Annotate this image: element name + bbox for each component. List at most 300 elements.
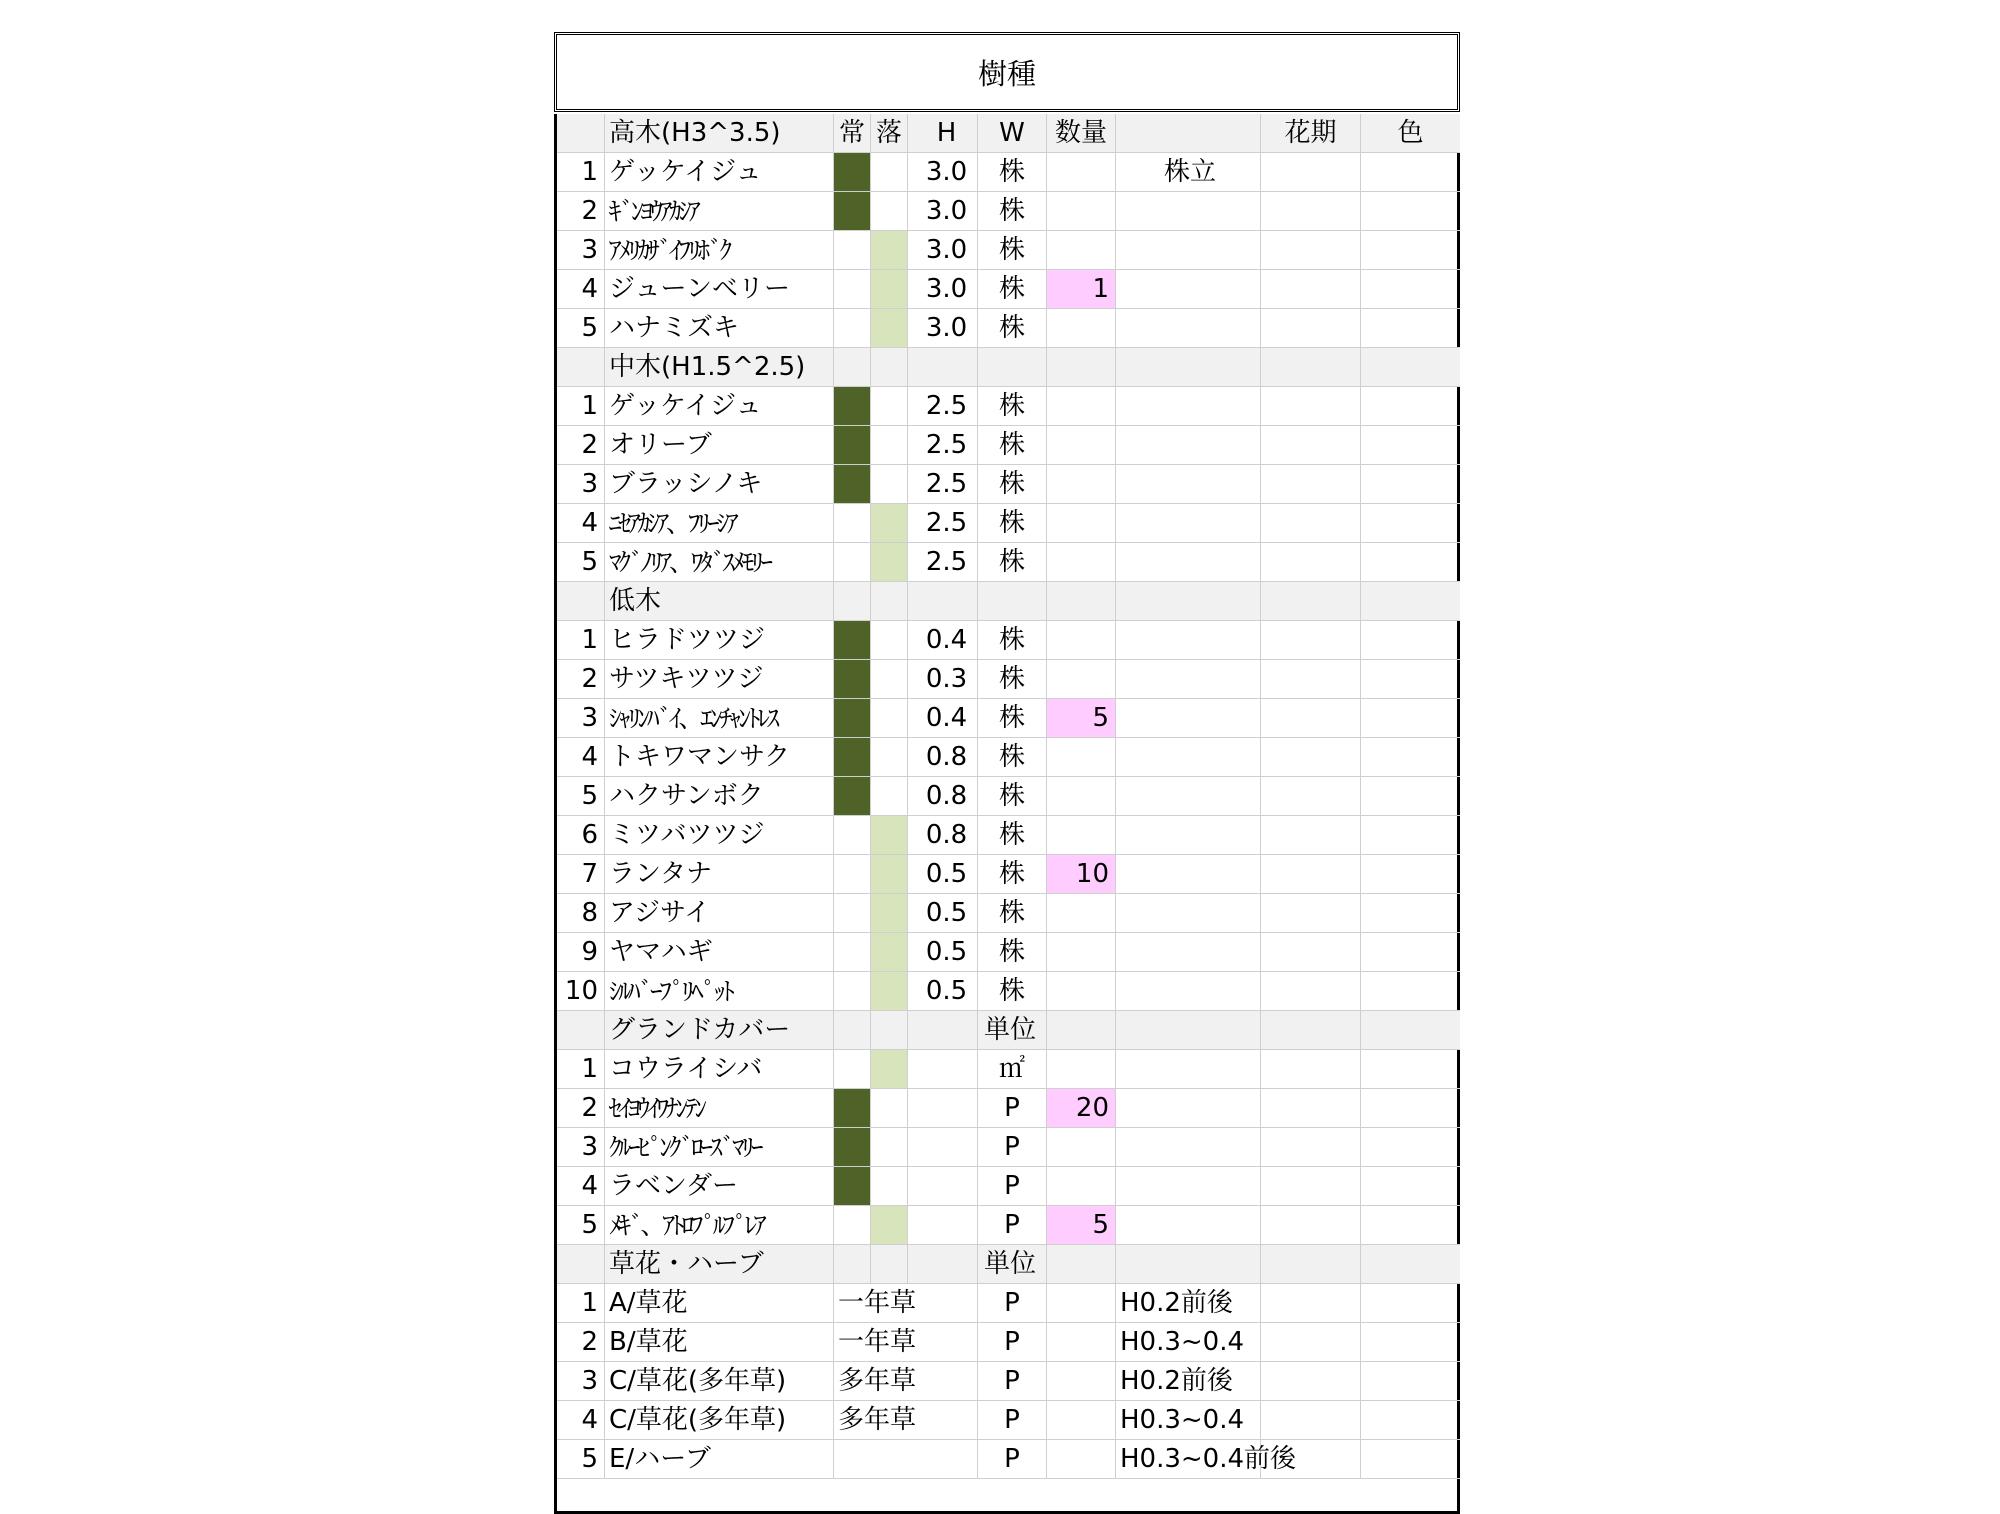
note-cell <box>1116 1206 1261 1245</box>
table-row <box>557 777 1463 816</box>
table-row <box>557 387 1463 426</box>
table-row <box>557 816 1463 855</box>
unit-cell: P <box>978 1089 1047 1128</box>
plant-name: ｸﾙｰﾋﾟﾝｸﾞﾛｰｽﾞﾏﾘｰ <box>605 1128 834 1167</box>
plant-kind: 多年草 <box>834 1362 978 1401</box>
table-row <box>557 1089 1463 1128</box>
evergreen-cell <box>834 660 871 699</box>
deciduous-cell <box>871 621 908 660</box>
plant-name: コウライシバ <box>605 1050 834 1089</box>
evergreen-cell <box>834 426 871 465</box>
deciduous-cell <box>871 660 908 699</box>
plant-name: オリーブ <box>605 426 834 465</box>
quantity-cell <box>1047 426 1116 465</box>
section-row <box>557 582 1463 621</box>
header-category: 高木(H3^3.5) <box>605 114 834 153</box>
table-row <box>557 1323 1463 1362</box>
unit-cell: 株 <box>978 465 1047 504</box>
plant-name: ｾｲﾖｳｲﾜﾅﾝﾃﾝ <box>605 1089 834 1128</box>
table-row <box>557 1440 1463 1479</box>
color-cell <box>1361 1089 1460 1128</box>
row-number <box>557 1011 605 1050</box>
deciduous-cell <box>871 543 908 582</box>
bloom-cell <box>1261 1362 1361 1401</box>
row-number: 1 <box>557 621 605 660</box>
evergreen-cell <box>834 465 871 504</box>
color-cell <box>1361 309 1460 348</box>
plant-name: B/草花 <box>605 1323 834 1362</box>
note-cell <box>1116 504 1261 543</box>
note-cell <box>1116 1128 1261 1167</box>
quantity-cell <box>1047 816 1116 855</box>
bloom-cell <box>1261 543 1361 582</box>
plant-name: E/ハーブ <box>605 1440 834 1479</box>
note-cell <box>1116 621 1261 660</box>
bloom-cell <box>1261 1284 1361 1323</box>
unit-cell: 株 <box>978 816 1047 855</box>
quantity-cell: 5 <box>1047 699 1116 738</box>
bloom-cell <box>1261 1323 1361 1362</box>
unit-cell: 株 <box>978 699 1047 738</box>
color-cell <box>1361 270 1460 309</box>
height-cell: 0.8 <box>908 738 978 777</box>
bloom-cell <box>1261 582 1361 621</box>
unit-cell: ㎡ <box>978 1050 1047 1089</box>
deciduous-cell <box>871 1011 908 1050</box>
quantity-cell <box>1047 1284 1116 1323</box>
unit-cell: 株 <box>978 660 1047 699</box>
header-color: 色 <box>1361 114 1460 153</box>
bloom-cell <box>1261 621 1361 660</box>
sheet-title: 樹種 <box>554 32 1460 112</box>
unit-cell: 株 <box>978 387 1047 426</box>
note-cell: H0.3~0.4前後 <box>1116 1440 1261 1479</box>
quantity-cell <box>1047 738 1116 777</box>
evergreen-cell <box>834 1206 871 1245</box>
quantity-cell <box>1047 972 1116 1011</box>
bloom-cell <box>1261 1245 1361 1284</box>
header-row <box>557 114 1463 153</box>
deciduous-cell <box>871 387 908 426</box>
row-number: 3 <box>557 1362 605 1401</box>
color-cell <box>1361 582 1460 621</box>
color-cell <box>1361 1362 1460 1401</box>
unit-header <box>978 582 1047 621</box>
height-cell <box>908 1089 978 1128</box>
height-cell: 0.5 <box>908 933 978 972</box>
color-cell <box>1361 387 1460 426</box>
bloom-cell <box>1261 933 1361 972</box>
unit-cell: 株 <box>978 855 1047 894</box>
color-cell <box>1361 192 1460 231</box>
section-title: 草花・ハーブ <box>605 1245 834 1284</box>
note-cell <box>1116 933 1261 972</box>
plant-name: ブラッシノキ <box>605 465 834 504</box>
note-cell <box>1116 582 1261 621</box>
section-title: 低木 <box>605 582 834 621</box>
table-row <box>557 1362 1463 1401</box>
deciduous-cell <box>871 1128 908 1167</box>
bloom-cell <box>1261 192 1361 231</box>
plant-name: ハクサンボク <box>605 777 834 816</box>
evergreen-cell <box>834 1128 871 1167</box>
note-cell: H0.2前後 <box>1116 1362 1261 1401</box>
deciduous-cell <box>871 933 908 972</box>
quantity-cell <box>1047 933 1116 972</box>
quantity-cell <box>1047 153 1116 192</box>
evergreen-cell <box>834 621 871 660</box>
plant-name: ラベンダー <box>605 1167 834 1206</box>
row-number: 1 <box>557 1284 605 1323</box>
header-width: W <box>978 114 1047 153</box>
unit-cell: 株 <box>978 504 1047 543</box>
deciduous-cell <box>871 816 908 855</box>
evergreen-cell <box>834 1011 871 1050</box>
quantity-cell <box>1047 465 1116 504</box>
height-cell: 0.8 <box>908 777 978 816</box>
color-cell <box>1361 504 1460 543</box>
deciduous-cell <box>871 465 908 504</box>
plant-name: トキワマンサク <box>605 738 834 777</box>
bloom-cell <box>1261 426 1361 465</box>
table-row <box>557 699 1463 738</box>
note-cell <box>1116 699 1261 738</box>
deciduous-cell <box>871 504 908 543</box>
plant-name: ミツバツツジ <box>605 816 834 855</box>
table-row <box>557 894 1463 933</box>
plant-name: ゲッケイジュ <box>605 153 834 192</box>
color-cell <box>1361 816 1460 855</box>
quantity-cell <box>1047 1128 1116 1167</box>
color-cell <box>1361 1284 1460 1323</box>
table-row <box>557 426 1463 465</box>
deciduous-cell <box>871 855 908 894</box>
evergreen-cell <box>834 738 871 777</box>
height-cell: 0.5 <box>908 894 978 933</box>
row-number: 1 <box>557 153 605 192</box>
note-cell <box>1116 348 1261 387</box>
unit-cell: 株 <box>978 972 1047 1011</box>
evergreen-cell <box>834 504 871 543</box>
table-row <box>557 972 1463 1011</box>
height-cell: 0.4 <box>908 621 978 660</box>
table-row <box>557 192 1463 231</box>
deciduous-cell <box>871 582 908 621</box>
height-cell: 3.0 <box>908 192 978 231</box>
row-number: 5 <box>557 777 605 816</box>
quantity-cell <box>1047 387 1116 426</box>
row-number: 5 <box>557 1440 605 1479</box>
note-cell <box>1116 231 1261 270</box>
table-row <box>557 660 1463 699</box>
quantity-cell <box>1047 1167 1116 1206</box>
quantity-cell: 10 <box>1047 855 1116 894</box>
header-deciduous: 落 <box>871 114 908 153</box>
evergreen-cell <box>834 1089 871 1128</box>
plant-name: ﾏｸﾞﾉﾘｱ、ﾜﾀﾞｽﾒﾓﾘｰ <box>605 543 834 582</box>
header-note <box>1116 114 1261 153</box>
color-cell <box>1361 1440 1460 1479</box>
note-cell: H0.3~0.4 <box>1116 1323 1261 1362</box>
plant-name: ｷﾞﾝﾖｳｱｶｼｱ <box>605 192 834 231</box>
evergreen-cell <box>834 231 871 270</box>
quantity-cell <box>1047 192 1116 231</box>
note-cell <box>1116 1245 1261 1284</box>
note-cell: 株立 <box>1116 153 1261 192</box>
deciduous-cell <box>871 309 908 348</box>
row-number <box>557 582 605 621</box>
height-cell: 2.5 <box>908 387 978 426</box>
plant-name: C/草花(多年草) <box>605 1401 834 1440</box>
row-number: 3 <box>557 465 605 504</box>
color-cell <box>1361 1050 1460 1089</box>
table-row <box>557 621 1463 660</box>
row-number: 4 <box>557 504 605 543</box>
bloom-cell <box>1261 153 1361 192</box>
deciduous-cell <box>871 231 908 270</box>
row-number: 1 <box>557 1050 605 1089</box>
note-cell <box>1116 816 1261 855</box>
plant-name: ｱﾒﾘｶｻﾞｲﾌﾘﾎﾞｸ <box>605 231 834 270</box>
unit-cell: 株 <box>978 426 1047 465</box>
color-cell <box>1361 1245 1460 1284</box>
color-cell <box>1361 855 1460 894</box>
color-cell <box>1361 1011 1460 1050</box>
note-cell <box>1116 894 1261 933</box>
evergreen-cell <box>834 387 871 426</box>
row-number: 3 <box>557 699 605 738</box>
table-row <box>557 1401 1463 1440</box>
row-number: 5 <box>557 309 605 348</box>
color-cell <box>1361 465 1460 504</box>
bloom-cell <box>1261 387 1361 426</box>
evergreen-cell <box>834 1050 871 1089</box>
row-number: 2 <box>557 1323 605 1362</box>
quantity-cell <box>1047 621 1116 660</box>
quantity-cell <box>1047 1401 1116 1440</box>
color-cell <box>1361 1401 1460 1440</box>
color-cell <box>1361 153 1460 192</box>
plant-name: C/草花(多年草) <box>605 1362 834 1401</box>
height-cell: 2.5 <box>908 426 978 465</box>
evergreen-cell <box>834 855 871 894</box>
table-row <box>557 1167 1463 1206</box>
note-cell <box>1116 1011 1261 1050</box>
deciduous-cell <box>871 192 908 231</box>
note-cell <box>1116 387 1261 426</box>
unit-cell: 株 <box>978 894 1047 933</box>
bloom-cell <box>1261 1167 1361 1206</box>
evergreen-cell <box>834 699 871 738</box>
plant-name: ランタナ <box>605 855 834 894</box>
plant-kind: 一年草 <box>834 1284 978 1323</box>
bloom-cell <box>1261 465 1361 504</box>
section-title: グランドカバー <box>605 1011 834 1050</box>
bloom-cell <box>1261 1089 1361 1128</box>
height-cell <box>908 348 978 387</box>
table-row <box>557 270 1463 309</box>
evergreen-cell <box>834 972 871 1011</box>
row-number: 9 <box>557 933 605 972</box>
height-cell <box>908 1050 978 1089</box>
bloom-cell <box>1261 1206 1361 1245</box>
unit-cell: P <box>978 1167 1047 1206</box>
bloom-cell <box>1261 660 1361 699</box>
height-cell: 0.5 <box>908 972 978 1011</box>
unit-cell: 株 <box>978 231 1047 270</box>
plant-name: アジサイ <box>605 894 834 933</box>
quantity-cell <box>1047 582 1116 621</box>
bloom-cell <box>1261 1440 1361 1479</box>
height-cell: 0.8 <box>908 816 978 855</box>
deciduous-cell <box>871 348 908 387</box>
evergreen-cell <box>834 270 871 309</box>
unit-cell: P <box>978 1362 1047 1401</box>
row-number: 3 <box>557 231 605 270</box>
row-number <box>557 348 605 387</box>
header-bloom: 花期 <box>1261 114 1361 153</box>
quantity-cell <box>1047 231 1116 270</box>
quantity-cell <box>1047 1011 1116 1050</box>
height-cell <box>908 1245 978 1284</box>
height-cell: 0.4 <box>908 699 978 738</box>
unit-cell: 株 <box>978 621 1047 660</box>
unit-cell: P <box>978 1440 1047 1479</box>
plant-name: ゲッケイジュ <box>605 387 834 426</box>
plant-name: ヒラドツツジ <box>605 621 834 660</box>
section-title: 中木(H1.5^2.5) <box>605 348 834 387</box>
table-row <box>557 153 1463 192</box>
color-cell <box>1361 738 1460 777</box>
quantity-cell: 20 <box>1047 1089 1116 1128</box>
color-cell <box>1361 621 1460 660</box>
evergreen-cell <box>834 348 871 387</box>
deciduous-cell <box>871 777 908 816</box>
row-number: 5 <box>557 1206 605 1245</box>
plant-name: サツキツツジ <box>605 660 834 699</box>
bloom-cell <box>1261 1050 1361 1089</box>
unit-header: 単位 <box>978 1011 1047 1050</box>
unit-cell: 株 <box>978 153 1047 192</box>
plant-name: ヤマハギ <box>605 933 834 972</box>
color-cell <box>1361 231 1460 270</box>
color-cell <box>1361 933 1460 972</box>
note-cell <box>1116 855 1261 894</box>
color-cell <box>1361 699 1460 738</box>
height-cell: 3.0 <box>908 153 978 192</box>
table-row <box>557 465 1463 504</box>
evergreen-cell <box>834 582 871 621</box>
note-cell: H0.3~0.4 <box>1116 1401 1261 1440</box>
note-cell <box>1116 1167 1261 1206</box>
height-cell: 0.5 <box>908 855 978 894</box>
header-quantity: 数量 <box>1047 114 1116 153</box>
color-cell <box>1361 1206 1460 1245</box>
row-number: 2 <box>557 660 605 699</box>
quantity-cell <box>1047 1245 1116 1284</box>
bloom-cell <box>1261 504 1361 543</box>
quantity-cell <box>1047 1440 1116 1479</box>
color-cell <box>1361 972 1460 1011</box>
row-number: 1 <box>557 387 605 426</box>
plant-kind: 多年草 <box>834 1401 978 1440</box>
row-number: 3 <box>557 1128 605 1167</box>
height-cell <box>908 1167 978 1206</box>
note-cell <box>1116 192 1261 231</box>
quantity-cell <box>1047 504 1116 543</box>
plant-name: ジューンベリー <box>605 270 834 309</box>
table-row <box>557 1284 1463 1323</box>
height-cell: 0.3 <box>908 660 978 699</box>
unit-cell: 株 <box>978 777 1047 816</box>
evergreen-cell <box>834 777 871 816</box>
row-number: 4 <box>557 1167 605 1206</box>
note-cell <box>1116 660 1261 699</box>
note-cell <box>1116 777 1261 816</box>
unit-cell: 株 <box>978 192 1047 231</box>
table-row <box>557 933 1463 972</box>
evergreen-cell <box>834 933 871 972</box>
color-cell <box>1361 1323 1460 1362</box>
note-cell <box>1116 426 1261 465</box>
evergreen-cell <box>834 192 871 231</box>
plant-kind <box>834 1440 978 1479</box>
note-cell <box>1116 270 1261 309</box>
color-cell <box>1361 777 1460 816</box>
header-evergreen: 常 <box>834 114 871 153</box>
deciduous-cell <box>871 972 908 1011</box>
row-number <box>557 1245 605 1284</box>
table-row <box>557 1050 1463 1089</box>
color-cell <box>1361 660 1460 699</box>
unit-header: 単位 <box>978 1245 1047 1284</box>
evergreen-cell <box>834 1167 871 1206</box>
note-cell: H0.2前後 <box>1116 1284 1261 1323</box>
quantity-cell <box>1047 1323 1116 1362</box>
quantity-cell <box>1047 1050 1116 1089</box>
unit-cell: 株 <box>978 270 1047 309</box>
height-cell: 2.5 <box>908 543 978 582</box>
table-row <box>557 1128 1463 1167</box>
bloom-cell <box>1261 1011 1361 1050</box>
table-row <box>557 738 1463 777</box>
height-cell: 3.0 <box>908 231 978 270</box>
bloom-cell <box>1261 855 1361 894</box>
evergreen-cell <box>834 153 871 192</box>
color-cell <box>1361 543 1460 582</box>
note-cell <box>1116 1089 1261 1128</box>
color-cell <box>1361 1167 1460 1206</box>
note-cell <box>1116 738 1261 777</box>
table-row <box>557 855 1463 894</box>
row-number: 8 <box>557 894 605 933</box>
plant-name: ｼﾙﾊﾞｰﾌﾟﾘﾍﾟｯﾄ <box>605 972 834 1011</box>
header-height: H <box>908 114 978 153</box>
table-row <box>557 543 1463 582</box>
row-number: 5 <box>557 543 605 582</box>
row-number: 6 <box>557 816 605 855</box>
deciduous-cell <box>871 894 908 933</box>
plant-name: ｼｬﾘﾝﾊﾞｲ、ｴﾝﾁｬﾝﾄﾚｽ <box>605 699 834 738</box>
bloom-cell <box>1261 270 1361 309</box>
unit-cell: P <box>978 1128 1047 1167</box>
section-row <box>557 348 1463 387</box>
height-cell <box>908 582 978 621</box>
height-cell: 3.0 <box>908 270 978 309</box>
bloom-cell <box>1261 231 1361 270</box>
evergreen-cell <box>834 543 871 582</box>
unit-cell: P <box>978 1401 1047 1440</box>
